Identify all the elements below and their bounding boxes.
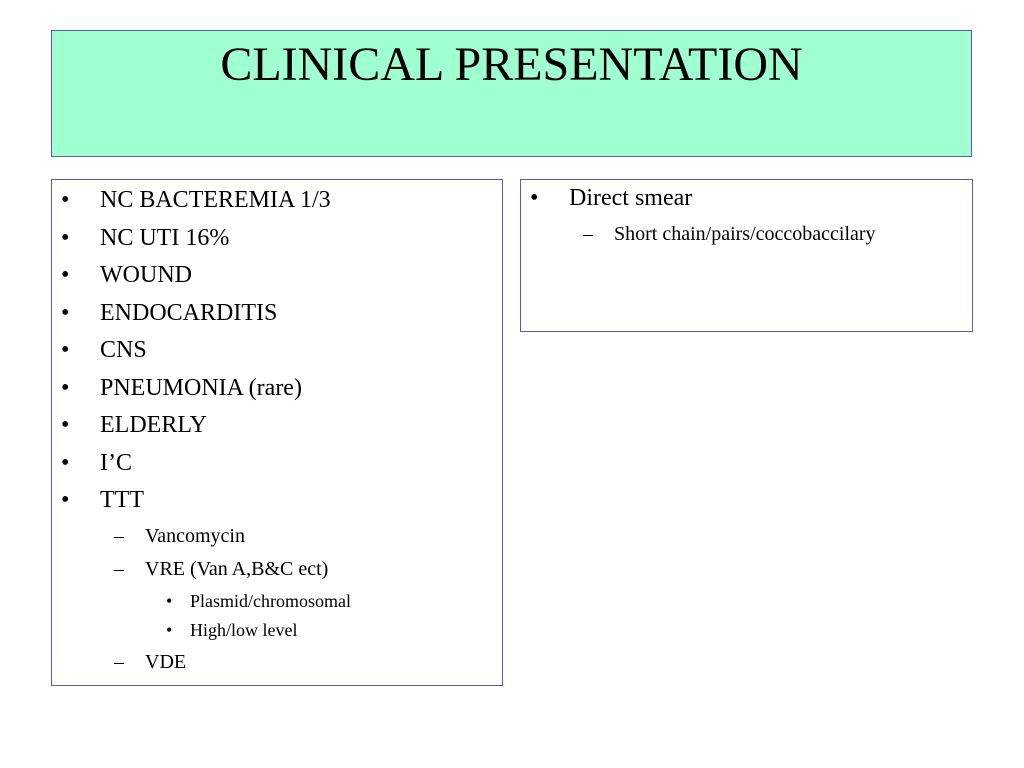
bullet-icon: • <box>166 620 173 640</box>
sub-list-item-text: Short chain/pairs/coccobaccilary <box>614 222 876 245</box>
bullet-icon: • <box>61 337 70 363</box>
bullet-icon: • <box>166 590 173 611</box>
sub-sub-list-item <box>52 616 351 646</box>
list-item <box>52 482 351 520</box>
list-item <box>521 180 876 218</box>
slide-title: CLINICAL PRESENTATION <box>220 38 803 91</box>
right-content-box <box>520 179 973 332</box>
dash-icon: – <box>114 558 124 580</box>
list-item-text: NC BACTEREMIA 1/3 <box>100 187 331 213</box>
title-placeholder <box>51 30 972 157</box>
list-item <box>52 295 351 333</box>
sub-sub-list-item <box>52 587 351 617</box>
bullet-icon: • <box>61 187 70 213</box>
sub-list-item <box>52 553 351 587</box>
sub-list-item-text: VDE <box>145 650 187 673</box>
list-item-text: I’C <box>100 449 132 476</box>
sub-list-item <box>521 218 876 250</box>
list-item <box>52 445 351 483</box>
bullet-icon: • <box>61 487 70 513</box>
list-item-text: ENDOCARDITIS <box>100 299 278 326</box>
bullet-icon: • <box>61 374 70 401</box>
left-content-box <box>51 179 503 686</box>
bullet-icon: • <box>61 299 70 326</box>
bullet-icon: • <box>61 224 70 251</box>
list-item <box>52 220 351 258</box>
sub-list-item-text: Vancomycin <box>145 524 245 547</box>
list-item-text: WOUND <box>100 262 192 288</box>
sub-sub-list-item-text: High/low level <box>190 620 298 640</box>
list-item-text: PNEUMONIA (rare) <box>100 374 302 401</box>
list-item-text: CNS <box>100 337 147 363</box>
list-item <box>52 257 351 295</box>
list-item <box>52 407 351 445</box>
dash-icon: – <box>114 524 124 547</box>
list-item-text: Direct smear <box>569 185 693 211</box>
bullet-icon: • <box>61 449 70 476</box>
sub-list-item-text: VRE (Van A,B&C ect) <box>145 558 329 580</box>
sub-list-item <box>52 520 351 554</box>
sub-sub-list-item-text: Plasmid/chromosomal <box>190 590 351 611</box>
left-bullet-list <box>52 182 351 679</box>
list-item <box>52 182 351 220</box>
bullet-icon: • <box>530 185 539 211</box>
dash-icon: – <box>114 650 124 673</box>
sub-list-item <box>52 646 351 680</box>
list-item <box>52 332 351 370</box>
dash-icon: – <box>583 222 593 245</box>
list-item-text: NC UTI 16% <box>100 224 230 251</box>
list-item <box>52 370 351 408</box>
list-item-text: TTT <box>100 487 144 513</box>
right-bullet-list <box>521 180 876 250</box>
bullet-icon: • <box>61 412 70 438</box>
list-item-text: ELDERLY <box>100 412 207 438</box>
bullet-icon: • <box>61 262 70 288</box>
